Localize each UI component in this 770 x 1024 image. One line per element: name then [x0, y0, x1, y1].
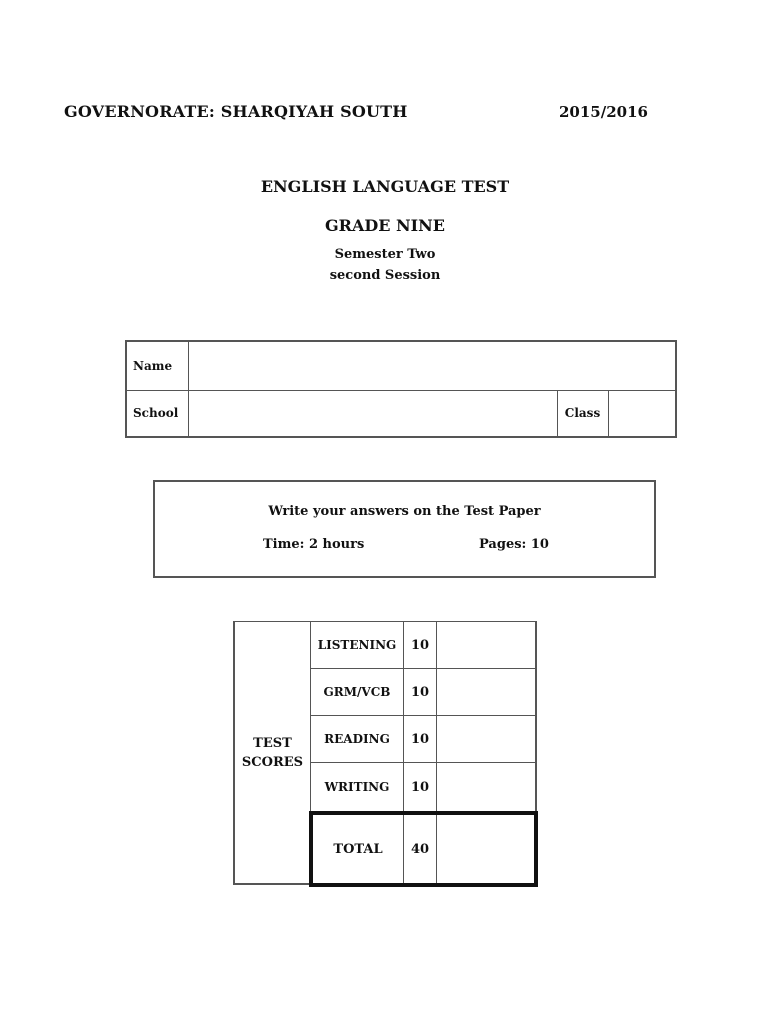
section-max-score: 10 [404, 716, 437, 762]
test-scores-label-line2: SCORES [241, 754, 304, 770]
page-count: Pages: 10 [479, 537, 549, 552]
school-label: School [127, 390, 189, 436]
section-max-score: 10 [404, 763, 437, 811]
score-row-reading [310, 715, 537, 762]
time-allowed: Time: 2 hours [263, 537, 365, 552]
score-row-writing [310, 762, 537, 811]
section-score-field[interactable] [437, 669, 535, 715]
score-row-grm-vcb [310, 668, 537, 715]
total-max-score: 40 [404, 815, 437, 883]
student-info-table [125, 340, 677, 438]
class-field[interactable] [609, 390, 675, 436]
instructions-text: Write your answers on the Test Paper [268, 504, 541, 519]
academic-year: 2015/2016 [559, 103, 648, 121]
test-scores-table [233, 621, 537, 887]
class-label: Class [557, 390, 609, 436]
test-scores-label-line1: TEST [253, 735, 292, 751]
section-score-field[interactable] [437, 622, 535, 668]
semester-label: Semester Two [334, 247, 436, 262]
session-label: second Session [329, 268, 441, 283]
name-row [127, 342, 675, 391]
instructions-box [153, 480, 656, 578]
name-label: Name [127, 342, 189, 390]
school-field[interactable] [189, 390, 558, 436]
governorate-heading: GOVERNORATE: SHARQIYAH SOUTH [64, 102, 408, 121]
school-row [127, 390, 675, 436]
section-score-field[interactable] [437, 763, 535, 811]
test-title: ENGLISH LANGUAGE TEST [260, 177, 510, 196]
section-label: READING [310, 716, 404, 762]
grade-title: GRADE NINE [325, 216, 445, 235]
name-field[interactable] [189, 342, 675, 390]
section-max-score: 10 [404, 622, 437, 668]
score-row-listening [310, 621, 537, 668]
total-label: TOTAL [313, 815, 404, 883]
section-label: WRITING [310, 763, 404, 811]
section-score-field[interactable] [437, 716, 535, 762]
section-label: LISTENING [310, 622, 404, 668]
section-label: GRM/VCB [310, 669, 404, 715]
score-row-total [309, 811, 538, 887]
total-score-field[interactable] [437, 815, 534, 883]
test-scores-label [233, 621, 310, 885]
section-max-score: 10 [404, 669, 437, 715]
